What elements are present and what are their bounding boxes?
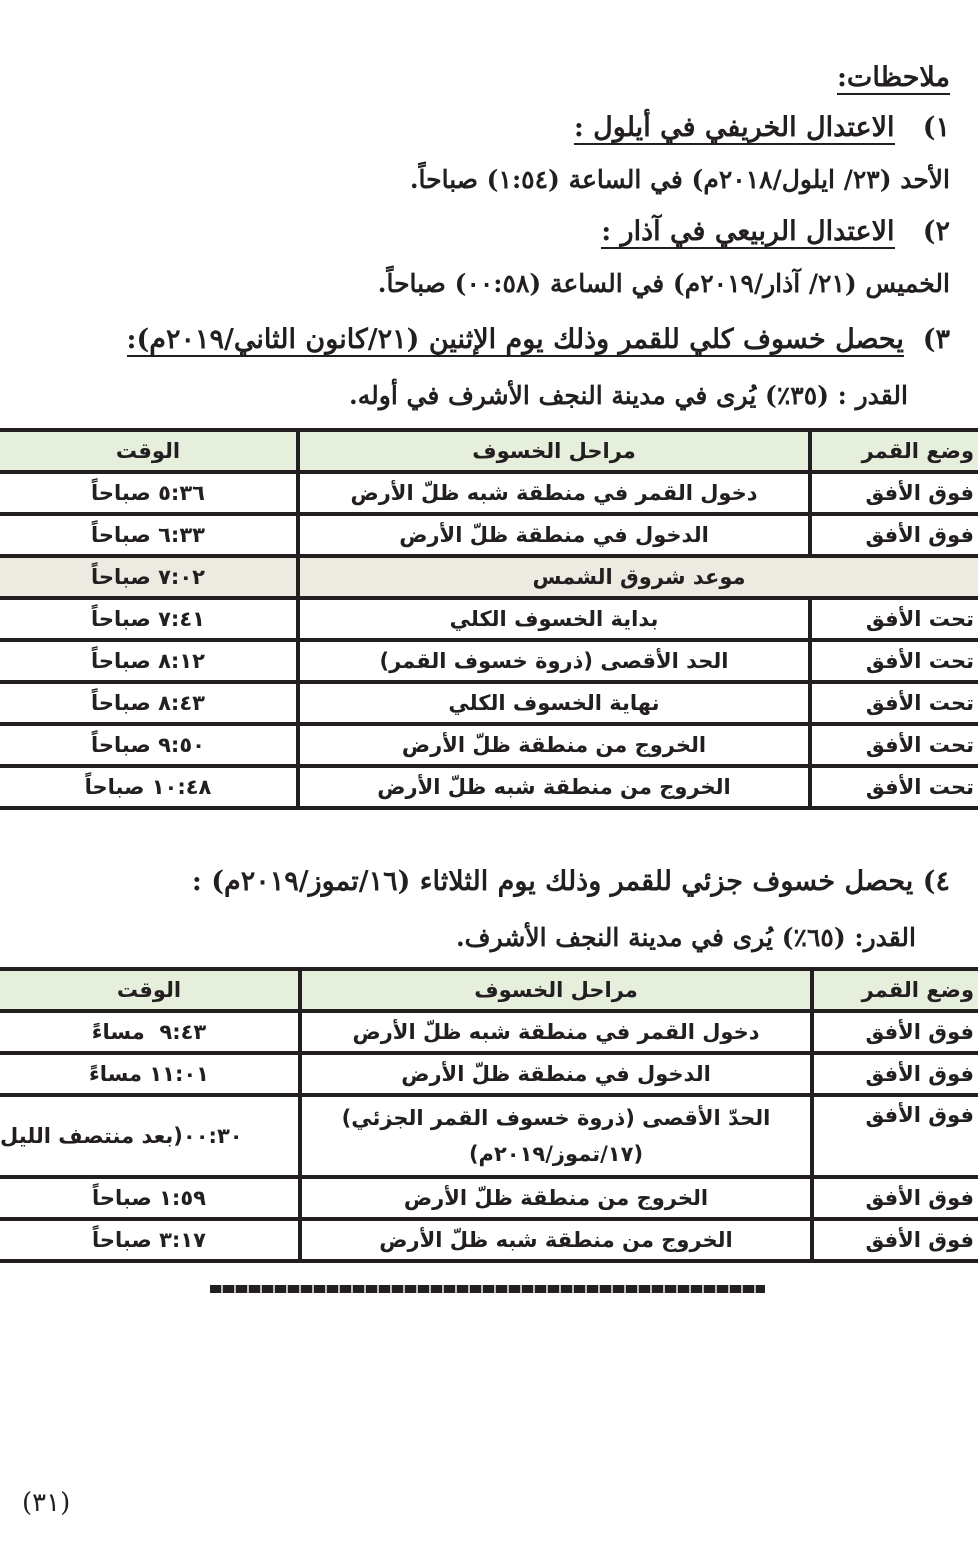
cell-time: ٦:٣٣ صباحاً bbox=[0, 514, 298, 556]
cell-position: تحت الأفق bbox=[810, 640, 978, 682]
cell-phase: دخول القمر في منطقة شبه ظلّ الأرض bbox=[298, 472, 810, 514]
cell-phase-line2: (١٧/تموز/٢٠١٩م) bbox=[468, 1142, 644, 1166]
cell-time: ١٠:٤٨ صباحاً bbox=[0, 766, 298, 808]
partial-eclipse-table bbox=[0, 967, 978, 1263]
note-item-3-number: ٣) bbox=[922, 324, 950, 355]
cell-position: تحت الأفق bbox=[810, 724, 978, 766]
cell-time: ٥:٣٦ صباحاً bbox=[0, 472, 298, 514]
cell-position: فوق الأفق bbox=[812, 1053, 978, 1095]
cell-phase: الخروج من منطقة شبه ظلّ الأرض bbox=[300, 1219, 812, 1261]
cell-time: ٠٠:٣٠(بعد منتصف الليل bbox=[0, 1095, 300, 1177]
table-row bbox=[0, 598, 978, 640]
cell-time: ٧:٠٢ صباحاً bbox=[0, 556, 298, 598]
table-header-row bbox=[0, 969, 978, 1011]
column-header-time: الوقت bbox=[0, 969, 300, 1011]
cell-position: تحت الأفق bbox=[810, 766, 978, 808]
cell-phase: الخروج من منطقة ظلّ الأرض bbox=[300, 1177, 812, 1219]
cell-position: فوق الأفق bbox=[810, 472, 978, 514]
cell-phase: الدخول في منطقة ظلّ الأرض bbox=[300, 1053, 812, 1095]
cell-time: ١:٥٩ صباحاً bbox=[0, 1177, 300, 1219]
table-row bbox=[0, 1219, 978, 1261]
cell-position: فوق الأفق bbox=[812, 1219, 978, 1261]
cell-time: ٣:١٧ صباحاً bbox=[0, 1219, 300, 1261]
cell-phase: دخول القمر في منطقة شبه ظلّ الأرض bbox=[300, 1011, 812, 1053]
table-row bbox=[0, 1177, 978, 1219]
note-item-1-number: ١) bbox=[922, 112, 950, 143]
table-row bbox=[0, 472, 978, 514]
note-item-1-heading bbox=[574, 106, 950, 150]
cell-time: ٩:٥٠ صباحاً bbox=[0, 724, 298, 766]
note-item-4-magnitude: القدر: (٦٥٪) يُرى في مدينة النجف الأشرف. bbox=[455, 923, 916, 952]
cell-phase-line1: الحدّ الأقصى (ذروة خسوف القمر الجزئي) bbox=[341, 1106, 771, 1130]
page-number: (٣١) bbox=[22, 1488, 71, 1518]
column-header-phase: مراحل الخسوف bbox=[300, 969, 812, 1011]
table-header-row bbox=[0, 430, 978, 472]
note-item-4-heading bbox=[192, 860, 950, 904]
table-row bbox=[0, 1053, 978, 1095]
note-item-3-heading bbox=[127, 318, 950, 362]
section-divider bbox=[210, 1285, 765, 1293]
table-row-peak bbox=[0, 1095, 978, 1177]
note-item-2-title: الاعتدال الربيعي في آذار : bbox=[601, 216, 895, 247]
cell-position: فوق الأفق bbox=[812, 1011, 978, 1053]
cell-time: ٨:٤٣ صباحاً bbox=[0, 682, 298, 724]
note-item-1-title: الاعتدال الخريفي في أيلول : bbox=[573, 112, 895, 143]
cell-phase: الخروج من منطقة شبه ظلّ الأرض bbox=[298, 766, 810, 808]
cell-phase: الدخول في منطقة ظلّ الأرض bbox=[298, 514, 810, 556]
cell-phase: الخروج من منطقة ظلّ الأرض bbox=[298, 724, 810, 766]
cell-position: فوق الأفق bbox=[812, 1177, 978, 1219]
cell-phase: بداية الخسوف الكلي bbox=[298, 598, 810, 640]
cell-phase-sunrise: موعد شروق الشمس bbox=[298, 556, 978, 598]
cell-phase: الحد الأقصى (ذروة خسوف القمر) bbox=[298, 640, 810, 682]
cell-time: ٧:٤١ صباحاً bbox=[0, 598, 298, 640]
notes-title bbox=[837, 56, 950, 100]
note-item-1-detail: الأحد (٢٣/ ايلول/٢٠١٨م) في الساعة (١:٥٤) صباحاً. bbox=[409, 165, 950, 194]
cell-position: تحت الأفق bbox=[810, 598, 978, 640]
table-row bbox=[0, 640, 978, 682]
note-item-3-magnitude: القدر : (٣٥٪) يُرى في مدينة النجف الأشرف في أوله. bbox=[349, 381, 908, 410]
cell-time: ١١:٠١ مساءً bbox=[0, 1053, 300, 1095]
cell-position: تحت الأفق bbox=[810, 682, 978, 724]
note-item-2-heading bbox=[601, 210, 950, 254]
column-header-position: وضع القمر bbox=[812, 969, 978, 1011]
cell-position: فوق الأفق bbox=[810, 514, 978, 556]
cell-phase bbox=[300, 1095, 812, 1177]
column-header-position: وضع القمر bbox=[810, 430, 978, 472]
table-row bbox=[0, 766, 978, 808]
note-item-2-detail: الخميس (٢١/ آذار/٢٠١٩م) في الساعة (٠٠:٥٨) صباحاً. bbox=[377, 269, 950, 298]
notes-title-text: ملاحظات: bbox=[836, 62, 950, 93]
cell-time: ٩:٤٣ مساءً bbox=[0, 1011, 300, 1053]
cell-time: ٨:١٢ صباحاً bbox=[0, 640, 298, 682]
cell-position: فوق الأفق bbox=[812, 1095, 978, 1177]
table-row-sunrise bbox=[0, 556, 978, 598]
table-row bbox=[0, 514, 978, 556]
column-header-phase: مراحل الخسوف bbox=[298, 430, 810, 472]
cell-phase: نهاية الخسوف الكلي bbox=[298, 682, 810, 724]
column-header-time: الوقت bbox=[0, 430, 298, 472]
table-row bbox=[0, 682, 978, 724]
table-row bbox=[0, 1011, 978, 1053]
note-item-2-number: ٢) bbox=[922, 216, 950, 247]
note-item-4-title: يحصل خسوف جزئي للقمر وذلك يوم الثلاثاء (١٦/تموز/٢٠١٩م) : bbox=[191, 866, 914, 897]
table-row bbox=[0, 724, 978, 766]
note-item-4-number: ٤) bbox=[922, 866, 950, 897]
total-eclipse-table bbox=[0, 428, 978, 810]
note-item-3-title: يحصل خسوف كلي للقمر وذلك يوم الإثنين (٢١/كانون الثاني/٢٠١٩م): bbox=[126, 324, 904, 355]
